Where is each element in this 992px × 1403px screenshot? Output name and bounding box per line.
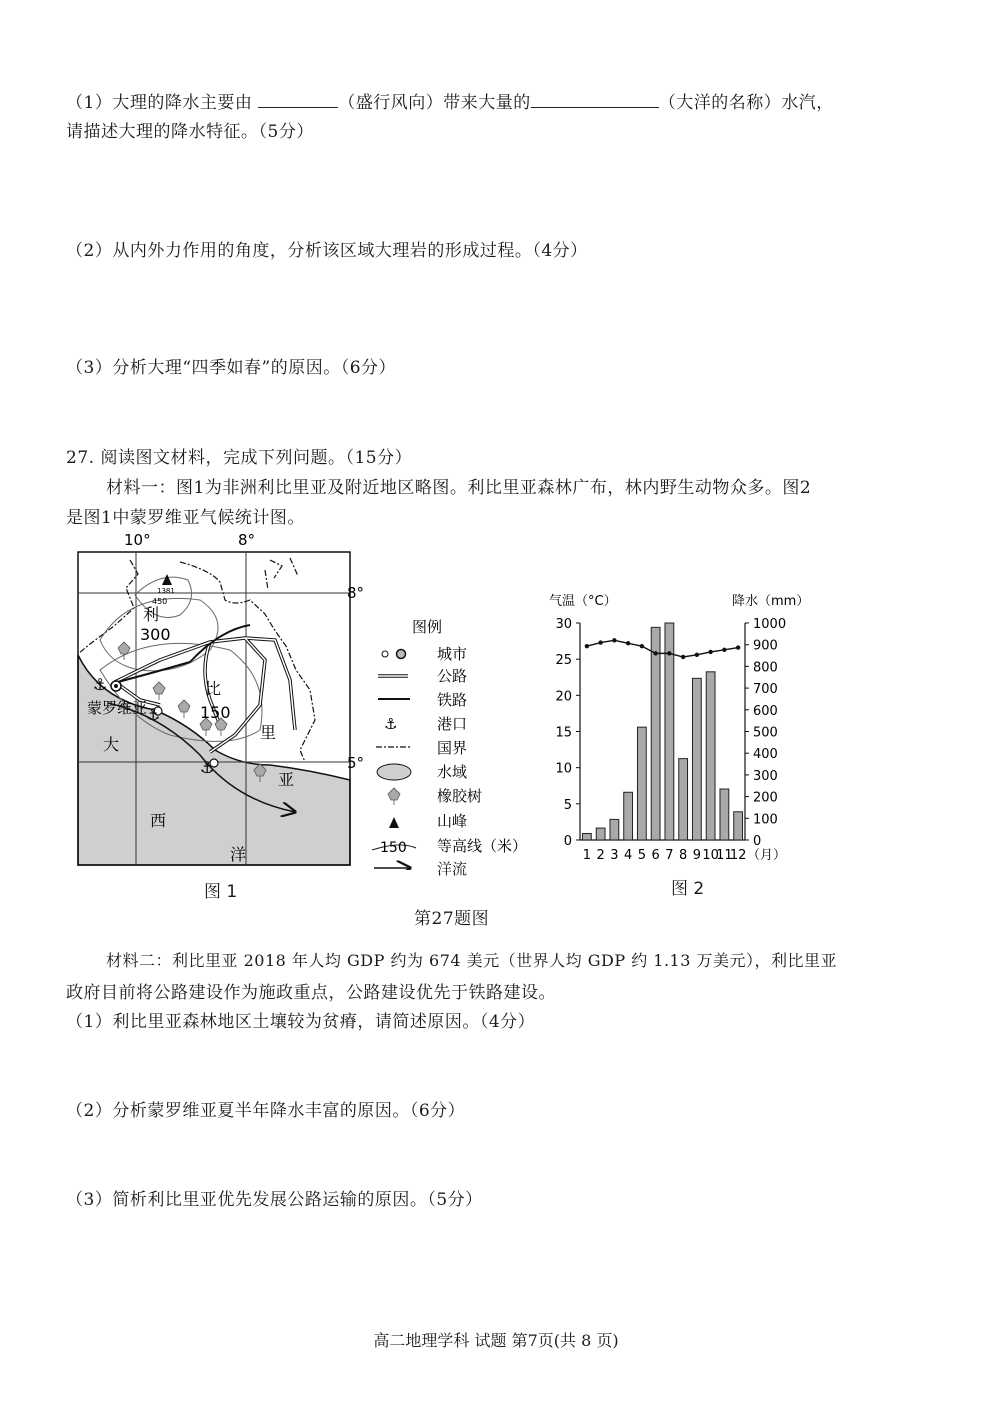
lon-label-8: 8°	[238, 531, 256, 549]
month-tick-label: 4	[623, 848, 633, 863]
temp-point	[681, 655, 685, 659]
figure-1-label: 图 1	[204, 882, 238, 902]
q26-1-text-d: 请描述大理的降水特征。（5分）	[66, 122, 314, 142]
q27-subquestion-2: （2）分析蒙罗维亚夏半年降水丰富的原因。（6分）	[66, 1101, 466, 1121]
legend-contour-sample: 150	[380, 840, 407, 856]
q27-title: 27. 阅读图文材料，完成下列问题。（15分）	[66, 448, 413, 468]
legend-water: 水域	[437, 763, 468, 781]
temp-point	[598, 640, 602, 644]
contour-label-150: 150	[200, 703, 231, 722]
temp-tick-label: 30	[555, 617, 572, 632]
precip-bar	[610, 819, 619, 840]
ocean-char-da: 大	[103, 735, 120, 754]
temp-point	[626, 641, 630, 645]
month-tick-label: 8	[678, 848, 688, 863]
lat-label-5: 5°	[347, 754, 365, 772]
peak-elevation: 1381	[157, 587, 175, 595]
temp-point	[695, 653, 699, 657]
month-tick-label: 1	[582, 848, 592, 863]
temp-tick-label: 25	[555, 653, 572, 669]
q27-subquestion-3: （3）简析利比里亚优先发展公路运输的原因。（5分）	[66, 1190, 483, 1210]
page-footer: 高二地理学科 试题 第7页(共 8 页)	[373, 1331, 619, 1350]
contour-label-300: 300	[140, 625, 171, 644]
country-char-ya: 亚	[278, 770, 295, 789]
precip-bar	[720, 789, 729, 840]
precip-tick-label: 200	[753, 790, 778, 806]
precip-axis-label: 降水（mm）	[732, 594, 810, 609]
month-tick-label: 11	[716, 848, 733, 863]
ocean-char-xi: 西	[150, 811, 167, 830]
legend-port: 港口	[437, 715, 468, 733]
port-icon: ⚓	[200, 758, 215, 777]
legend-contour: 等高线（米）	[437, 837, 528, 855]
lon-label-10: 10°	[124, 531, 151, 549]
answer-blank-ocean[interactable]	[531, 91, 659, 108]
contour-label-450: 450	[152, 597, 168, 606]
precip-bar	[692, 678, 701, 840]
map-figure-1	[60, 530, 530, 870]
legend-title: 图例	[412, 618, 443, 636]
temp-line	[587, 640, 738, 657]
country-char-li2: 里	[260, 723, 277, 742]
city-name-monrovia: 蒙罗维亚	[87, 699, 148, 717]
precip-tick-label: 400	[753, 747, 778, 763]
precip-tick-label: 600	[753, 703, 778, 719]
temp-tick-label: 10	[555, 761, 572, 777]
precip-bar	[706, 672, 715, 840]
railway-lines	[118, 625, 250, 682]
month-tick-label: 10	[702, 848, 719, 863]
figure-2-label: 图 2	[671, 879, 705, 899]
month-unit-label: （月）	[747, 848, 787, 863]
q27-material1-b: 是图1中蒙罗维亚气候统计图。	[66, 508, 305, 528]
ocean-char-yang: 洋	[230, 845, 247, 864]
legend-rubber-tree: 橡胶树	[437, 787, 483, 805]
legend-port-icon: ⚓	[384, 715, 398, 733]
q27-material2-a: 材料二：利比里亚 2018 年人均 GDP 约为 674 美元（世界人均 GDP 约 1.13 万美元），利比里亚	[106, 951, 837, 970]
temp-point	[736, 645, 740, 649]
precip-bar	[637, 727, 646, 840]
month-tick-label: 3	[610, 848, 619, 863]
country-char-bi: 比	[205, 679, 222, 698]
temp-point	[585, 644, 589, 648]
precip-tick-label: 700	[753, 682, 778, 698]
precip-tick-label: 1000	[753, 617, 787, 632]
precip-tick-label: 0	[753, 834, 762, 849]
legend-road: 公路	[437, 667, 468, 685]
precip-bar	[651, 627, 660, 840]
legend-border: 国界	[437, 739, 468, 757]
precip-bar	[582, 833, 591, 840]
map-legend	[372, 618, 527, 868]
temp-point	[667, 651, 671, 655]
temp-tick-label: 5	[563, 797, 572, 813]
climate-chart-figure-2	[545, 585, 825, 885]
q27-subquestion-1: （1）利比里亚森林地区土壤较为贫瘠，请简述原因。（4分）	[66, 1012, 536, 1032]
port-icon: ⚓	[146, 705, 161, 724]
precip-tick-label: 800	[753, 660, 778, 676]
month-tick-label: 2	[596, 848, 605, 863]
q27-material2-b: 政府目前将公路建设作为施政重点，公路建设优先于铁路建设。	[66, 983, 556, 1003]
country-char-li: 利	[143, 605, 160, 624]
temp-point	[640, 644, 644, 648]
q26-1-text-c: （大洋的名称）水汽，	[658, 93, 834, 113]
q26-subquestion-2: （2）从内外力作用的角度，分析该区域大理岩的形成过程。（4分）	[66, 241, 588, 261]
q26-subquestion-1	[66, 88, 834, 113]
legend-city: 城市	[437, 645, 468, 663]
month-tick-label: 6	[651, 848, 660, 863]
precip-bar	[596, 828, 605, 840]
legend-current: 洋流	[437, 860, 468, 878]
temp-point	[653, 651, 657, 655]
temp-axis-label: 气温（°C）	[549, 594, 617, 609]
month-tick-label: 12	[729, 848, 747, 863]
month-tick-label: 7	[665, 848, 674, 863]
port-icon: ⚓	[93, 675, 108, 694]
q26-1-text-a: （1）大理的降水主要由	[66, 93, 259, 113]
precip-tick-label: 900	[753, 638, 778, 654]
temp-point	[708, 650, 712, 654]
temp-tick-label: 20	[555, 689, 572, 705]
temp-tick-label: 15	[555, 725, 572, 741]
month-tick-label: 9	[692, 848, 702, 863]
temp-point	[722, 648, 726, 652]
precip-bar	[624, 792, 633, 840]
precip-tick-label: 100	[753, 812, 778, 828]
peak-icon	[162, 574, 172, 585]
q26-subquestion-3: （3）分析大理“四季如春”的原因。（6分）	[66, 358, 397, 378]
legend-peak: 山峰	[437, 812, 468, 830]
precip-bar	[734, 812, 743, 840]
precip-tick-label: 500	[753, 725, 778, 741]
temp-point	[612, 638, 616, 642]
figure-caption-27: 第27题图	[414, 909, 490, 929]
precip-bar	[679, 759, 688, 840]
month-tick-label: 5	[637, 848, 647, 863]
precip-tick-label: 300	[753, 768, 778, 784]
lat-label-8: 8°	[347, 584, 365, 602]
q27-material1-a: 材料一：图1为非洲利比里亚及附近地区略图。利比里亚森林广布，林内野生动物众多。图2	[106, 478, 812, 498]
temp-tick-label: 0	[563, 834, 572, 849]
legend-railway: 铁路	[437, 691, 468, 709]
q26-1-text-b: （盛行风向）带来大量的	[338, 93, 531, 113]
answer-blank-wind[interactable]	[258, 91, 338, 108]
